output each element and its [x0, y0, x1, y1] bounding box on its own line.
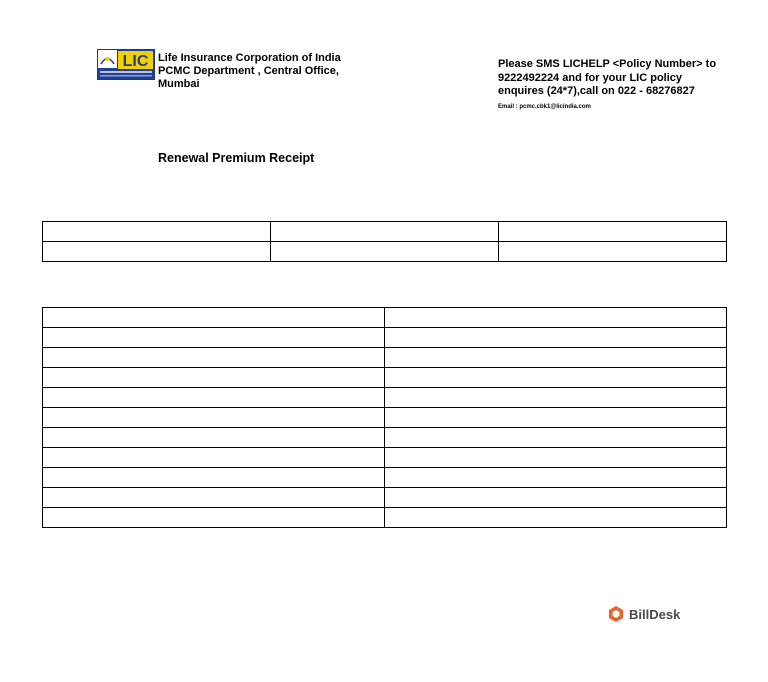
table-row: [43, 428, 727, 448]
table-row: [43, 508, 727, 528]
table-cell: [385, 468, 727, 488]
table-cell: [43, 408, 385, 428]
table-cell: [43, 448, 385, 468]
table-row: [43, 448, 727, 468]
table-row: [43, 468, 727, 488]
table-row: [43, 368, 727, 388]
table-cell: [43, 368, 385, 388]
table-cell: [43, 222, 271, 242]
table-cell: [385, 328, 727, 348]
table-row: [43, 328, 727, 348]
table-cell: [43, 348, 385, 368]
table-cell: [385, 488, 727, 508]
table-row: [43, 348, 727, 368]
table-cell: [43, 488, 385, 508]
table-cell: [43, 242, 271, 262]
sms-info: [498, 58, 748, 99]
table-cell: [385, 348, 727, 368]
billdesk-icon: [608, 605, 624, 623]
table-cell: [499, 222, 727, 242]
table-cell: [499, 242, 727, 262]
table-cell: [385, 448, 727, 468]
table-cell: [385, 428, 727, 448]
table-cell: [43, 428, 385, 448]
table-row: [43, 308, 727, 328]
sms-line-1: Please SMS LICHELP <Policy Number> to: [498, 58, 717, 70]
lic-logo: [97, 49, 155, 80]
table-cell: [271, 222, 499, 242]
table-cell: [385, 388, 727, 408]
table-cell: [43, 388, 385, 408]
org-line-3: Mumbai: [158, 78, 200, 90]
org-line-2: PCMC Department , Central Office,: [158, 65, 339, 77]
table-row: [43, 388, 727, 408]
table-cell: [43, 508, 385, 528]
billdesk-text: BillDesk: [629, 606, 681, 622]
details-table: [42, 307, 727, 528]
table-cell: [385, 408, 727, 428]
table-cell: [43, 308, 385, 328]
receipt-title: Renewal Premium Receipt: [158, 151, 315, 165]
table-cell: [43, 328, 385, 348]
table-row: [43, 242, 727, 262]
table-row: [43, 488, 727, 508]
table-row: [43, 222, 727, 242]
org-name: [158, 52, 378, 91]
sms-line-2: 9222492224 and for your LIC policy: [498, 71, 683, 84]
billdesk-logo: [608, 603, 708, 625]
table-cell: [385, 368, 727, 388]
sms-line-3: enquires (24*7),call on 022 - 68276827: [498, 85, 695, 97]
org-line-1: Life Insurance Corporation of India: [158, 52, 341, 64]
table-cell: [43, 468, 385, 488]
table-row: [43, 408, 727, 428]
table-cell: [385, 508, 727, 528]
svg-text:LIC: LIC: [122, 53, 149, 70]
summary-table: [42, 221, 727, 262]
table-cell: [271, 242, 499, 262]
table-cell: [385, 308, 727, 328]
email-line: Email : pcmc.cbk1@licindia.com: [498, 104, 591, 110]
